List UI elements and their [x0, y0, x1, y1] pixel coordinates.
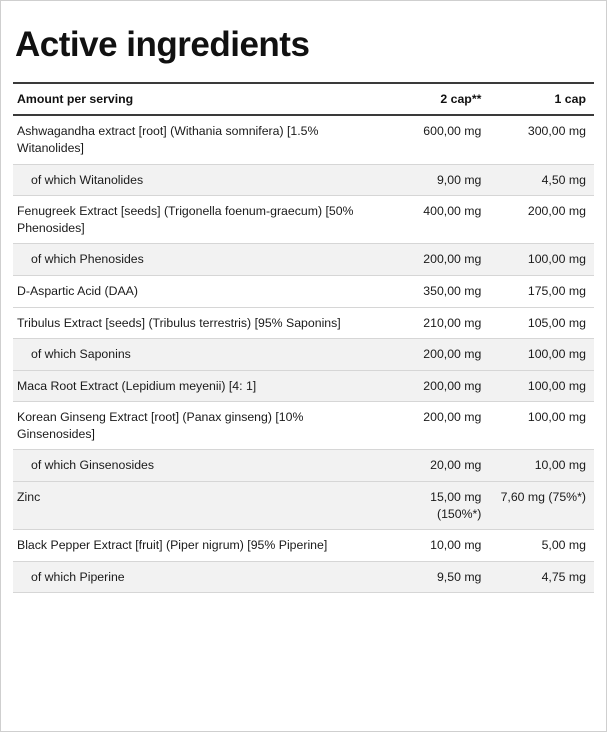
column-header-one-cap: 1 cap — [489, 83, 594, 116]
ingredient-name: of which Saponins — [13, 339, 379, 371]
ingredient-name: D-Aspartic Acid (DAA) — [13, 275, 379, 307]
table-row — [13, 370, 594, 402]
table-row — [13, 196, 594, 244]
amount-one-cap: 100,00 mg — [489, 402, 594, 450]
ingredient-name: Maca Root Extract (Lepidium meyenii) [4: 1] — [13, 370, 379, 402]
table-row — [13, 561, 594, 593]
ingredient-name: Korean Ginseng Extract [root] (Panax ginseng) [10% Ginsenosides] — [13, 402, 379, 450]
ingredient-name: Zinc — [13, 482, 379, 530]
table-row — [13, 275, 594, 307]
column-header-amount: Amount per serving — [13, 83, 379, 116]
amount-two-cap: 9,50 mg — [379, 561, 489, 593]
amount-two-cap: 200,00 mg — [379, 402, 489, 450]
ingredient-name: of which Phenosides — [13, 244, 379, 276]
page-title: Active ingredients — [15, 25, 310, 64]
table-header — [13, 83, 594, 116]
ingredient-name: Fenugreek Extract [seeds] (Trigonella foenum-graecum) [50% Phenosides] — [13, 196, 379, 244]
amount-one-cap: 105,00 mg — [489, 307, 594, 339]
table-header-row — [13, 83, 594, 116]
amount-one-cap: 100,00 mg — [489, 244, 594, 276]
ingredient-name: of which Piperine — [13, 561, 379, 593]
ingredient-name: of which Ginsenosides — [13, 450, 379, 482]
amount-two-cap: 15,00 mg (150%*) — [379, 482, 489, 530]
amount-one-cap: 10,00 mg — [489, 450, 594, 482]
table-row — [13, 115, 594, 164]
amount-one-cap: 175,00 mg — [489, 275, 594, 307]
ingredients-table — [13, 82, 594, 594]
amount-two-cap: 10,00 mg — [379, 530, 489, 562]
table-row — [13, 450, 594, 482]
amount-two-cap: 600,00 mg — [379, 115, 489, 164]
amount-two-cap: 200,00 mg — [379, 339, 489, 371]
amount-two-cap: 210,00 mg — [379, 307, 489, 339]
amount-one-cap: 300,00 mg — [489, 115, 594, 164]
column-header-two-cap: 2 cap** — [379, 83, 489, 116]
amount-two-cap: 400,00 mg — [379, 196, 489, 244]
table-row — [13, 164, 594, 196]
amount-one-cap: 5,00 mg — [489, 530, 594, 562]
ingredient-name: Tribulus Extract [seeds] (Tribulus terrestris) [95% Saponins] — [13, 307, 379, 339]
table-body — [13, 115, 594, 593]
ingredient-name: Black Pepper Extract [fruit] (Piper nigrum) [95% Piperine] — [13, 530, 379, 562]
amount-two-cap: 200,00 mg — [379, 244, 489, 276]
amount-one-cap: 100,00 mg — [489, 370, 594, 402]
amount-one-cap: 4,50 mg — [489, 164, 594, 196]
amount-two-cap: 350,00 mg — [379, 275, 489, 307]
table-row — [13, 307, 594, 339]
table-row — [13, 402, 594, 450]
table-row — [13, 244, 594, 276]
amount-one-cap: 200,00 mg — [489, 196, 594, 244]
amount-two-cap: 20,00 mg — [379, 450, 489, 482]
amount-two-cap: 200,00 mg — [379, 370, 489, 402]
table-row — [13, 530, 594, 562]
table-row — [13, 339, 594, 371]
table-row — [13, 482, 594, 530]
amount-two-cap: 9,00 mg — [379, 164, 489, 196]
ingredient-name: Ashwagandha extract [root] (Withania somnifera) [1.5% Witanolides] — [13, 115, 379, 164]
amount-one-cap: 7,60 mg (75%*) — [489, 482, 594, 530]
amount-one-cap: 100,00 mg — [489, 339, 594, 371]
ingredient-name: of which Witanolides — [13, 164, 379, 196]
amount-one-cap: 4,75 mg — [489, 561, 594, 593]
